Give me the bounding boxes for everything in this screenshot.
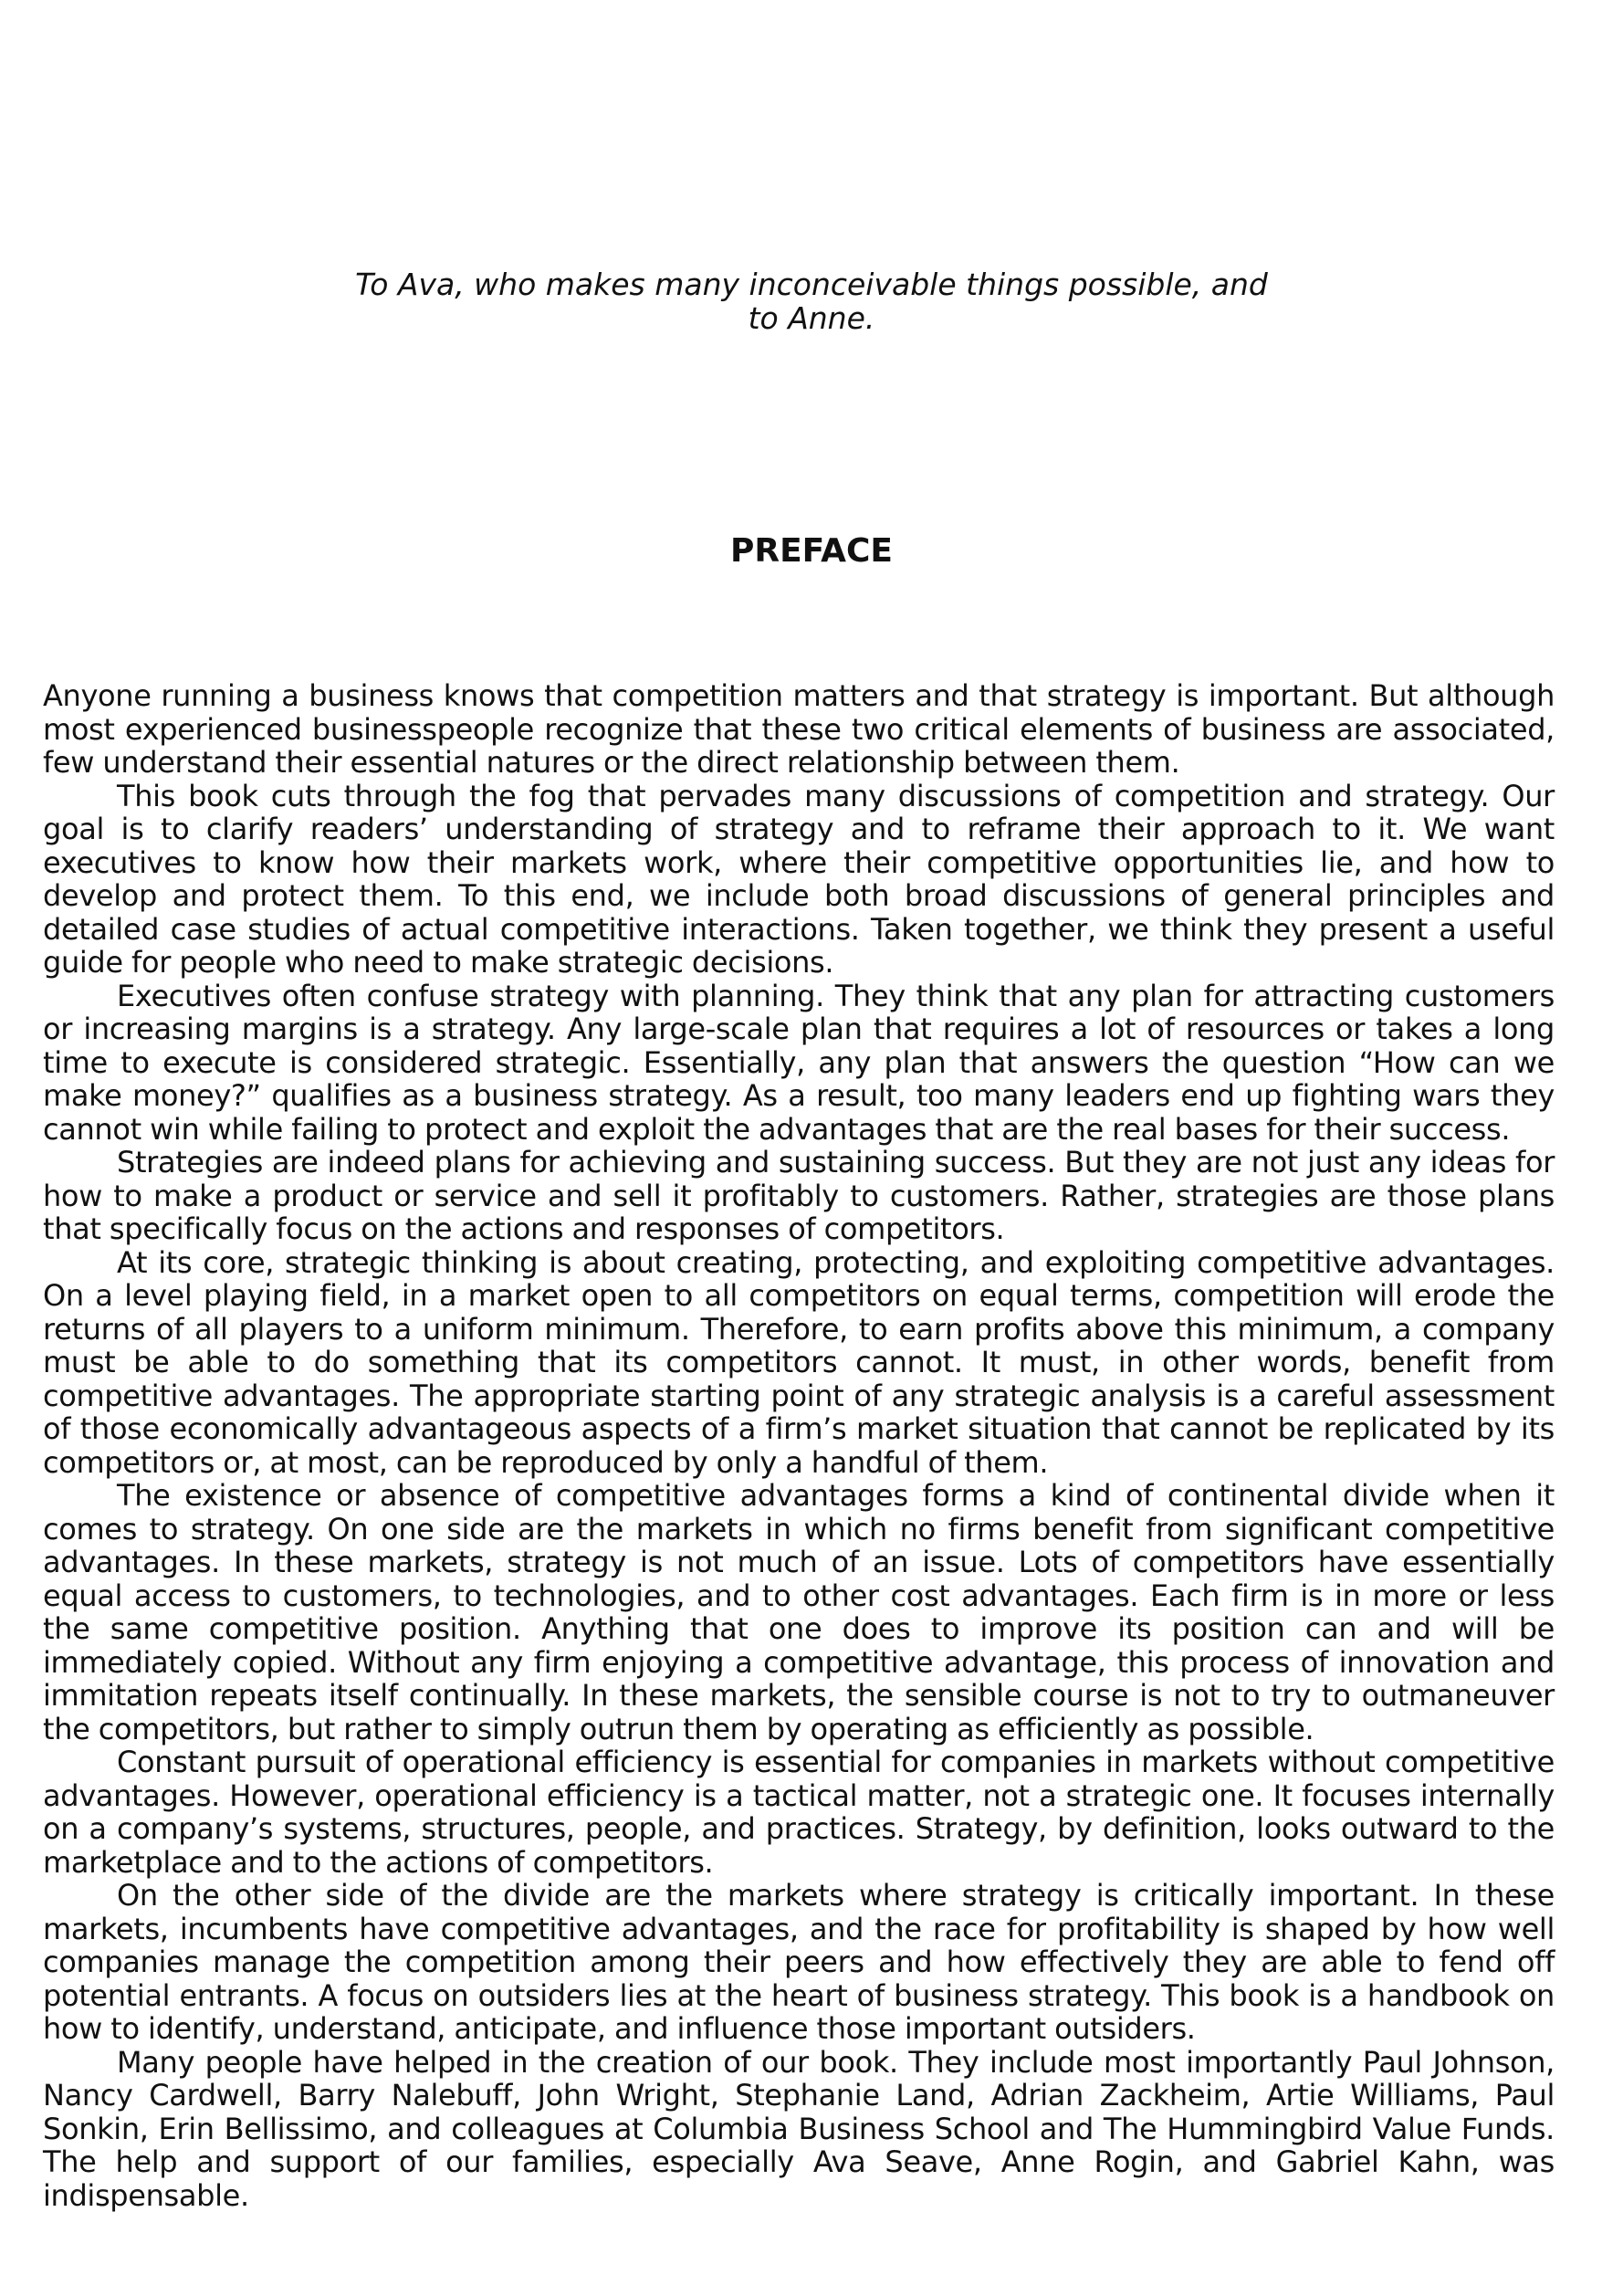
preface-body — [43, 679, 1555, 2212]
dedication-line-2: to Anne. — [748, 300, 875, 336]
dedication-line-1: To Ava, who makes many inconceivable things possible, and — [355, 267, 1268, 302]
dedication — [0, 267, 1623, 335]
paragraph-7: Constant pursuit of operational efficiency is essential for companies in markets without competitive advantages. However, operational efficiency is a tactical matter, not a strategic one. It focuses internally on a company’s systems, structures, people, and practices. Strategy, by definition, looks outward to the marketplace and to the actions of competitors. — [43, 1745, 1555, 1880]
paragraph-6: The existence or absence of competitive advantages forms a kind of continental divide when it comes to strategy. On one side are the markets in which no firms benefit from significant competitive advantages. In these markets, strategy is not much of an issue. Lots of competitors have essentially equal access to customers, to technologies, and to other cost advantages. Each firm is in more or less the same competitive position. Anything that one does to improve its position can and will be immediately copied. Without any firm enjoying a competitive advantage, this process of innovation and immitation repeats itself continually. In these markets, the sensible course is not to try to outmaneuver the competitors, but rather to simply outrun them by operating as efficiently as possible. — [43, 1478, 1555, 1746]
paragraph-9: Many people have helped in the creation of our book. They include most importantly Paul Johnson, Nancy Cardwell, Barry Nalebuff, John Wright, Stephanie Land, Adrian Zackheim, Artie Williams, Paul Sonkin, Erin Bellissimo, and colleagues at Columbia Business School and The Hummingbird Value Funds. The help and support of our families, especially Ava Seave, Anne Rogin, and Gabriel Kahn, was indispensable. — [43, 2044, 1555, 2213]
paragraph-1: Anyone running a business knows that competition matters and that strategy is important. But although most experienced businesspeople recognize that these two critical elements of business are associated, few understand their essential natures or the direct relationship between them. — [43, 678, 1555, 780]
paragraph-4: Strategies are indeed plans for achieving and sustaining success. But they are not just any ideas for how to make a product or service and sell it profitably to customers. Rather, strategies are those plans that specifically focus on the actions and responses of competitors. — [43, 1145, 1555, 1246]
paragraph-5: At its core, strategic thinking is about creating, protecting, and exploiting competitive advantages. On a level playing field, in a market open to all competitors on equal terms, competition will erode the returns of all players to a uniform minimum. Therefore, to earn profits above this minimum, a company must be able to do something that its competitors cannot. It must, in other words, benefit from competitive advantages. The appropriate starting point of any strategic analysis is a careful assessment of those economically advantageous aspects of a firm’s market situation that cannot be replicated by its competitors or, at most, can be reproduced by only a handful of them. — [43, 1244, 1555, 1480]
paragraph-3: Executives often confuse strategy with planning. They think that any plan for attracting customers or increasing margins is a strategy. Any large-scale plan that requires a lot of resources or takes a long time to execute is considered strategic. Essentially, any plan that answers the question “How can we make money?” qualifies as a business strategy. As a result, too many leaders end up fighting wars they cannot win while failing to protect and exploit the advantages that are the real bases for their success. — [43, 978, 1555, 1147]
paragraph-8: On the other side of the divide are the markets where strategy is critically important. In these markets, incumbents have competitive advantages, and the race for profitability is shaped by how well companies manage the competition among their peers and how effectively they are able to fend off potential entrants. A focus on outsiders lies at the heart of business strategy. This book is a handbook on how to identify, understand, anticipate, and influence those important outsiders. — [43, 1878, 1555, 2046]
page-title: PREFACE — [729, 532, 894, 570]
paragraph-2: This book cuts through the fog that pervades many discussions of competition and strategy. Our goal is to clarify readers’ understanding of strategy and to reframe their approach to it. We want executives to know how their markets work, where their competitive opportunities lie, and how to develop and protect them. To this end, we include both broad discussions of general principles and detailed case studies of actual competitive interactions. Taken together, we think they present a useful guide for people who need to make strategic decisions. — [43, 778, 1555, 980]
